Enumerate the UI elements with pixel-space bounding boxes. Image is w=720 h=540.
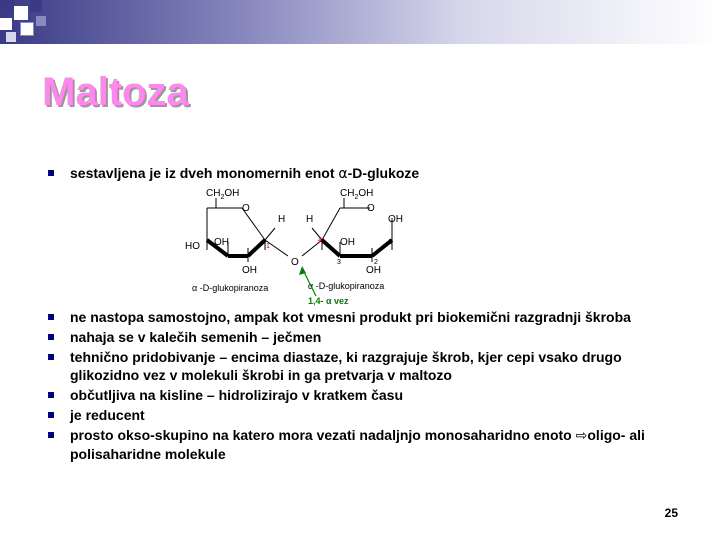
decor-square	[0, 0, 14, 14]
bullet-item	[46, 386, 676, 404]
decor-square	[36, 16, 46, 26]
oh-right-ring: OH	[340, 237, 355, 248]
position-number-1-right: 1	[388, 239, 392, 246]
ring-oxygen-left: O	[242, 203, 250, 214]
ring-oxygen-right: O	[367, 203, 375, 214]
decor-square	[20, 22, 34, 36]
ho-left: HO	[185, 241, 200, 252]
bullet-text: prosto okso-skupino na katero mora vezati nadaljnjo monosaharidno enoto	[70, 427, 576, 443]
bond-label: 1,4- α vez	[308, 296, 349, 306]
oh-left-bottom: OH	[242, 265, 257, 276]
bullet-text: občutljiva na kisline – hidrolizirajo v kratkem času	[70, 387, 404, 403]
header-gradient-band	[0, 0, 720, 44]
bullet-item	[46, 406, 676, 424]
slide-title: Maltoza	[42, 70, 189, 114]
label-left-glucopyranose: α -D-glukopiranoza	[192, 283, 269, 293]
bullet-text: nahaja se v kalečih semenih – ječmen	[70, 329, 322, 345]
position-number-1-left: 1	[266, 243, 270, 250]
bullet-item	[46, 308, 676, 326]
maltose-structure-diagram	[180, 180, 440, 306]
arrow-icon: ⇨	[575, 428, 588, 444]
position-number-2: 2	[374, 259, 378, 266]
bullet-text: tehnično pridobivanje – encima diastaze, ki razgrajuje škrob, kjer cepi vsako drugo glikozidno vez v molekuli škrobi in ga pretvarja v maltozo	[70, 349, 622, 383]
right-ring-front-bonds	[322, 240, 392, 256]
decor-square	[30, 0, 42, 12]
h-left: H	[278, 214, 286, 225]
bullet-text: sestavljena je iz dveh monomernih enot	[70, 165, 339, 181]
bullet-list-bottom	[46, 308, 676, 465]
bullet-text: je reducent	[70, 407, 145, 423]
label-right-glucopyranose: α -D-glukopiranoza	[308, 281, 385, 291]
bullet-item	[46, 426, 676, 463]
decor-square	[0, 18, 12, 30]
alpha-symbol: α	[338, 166, 348, 182]
decor-square	[14, 6, 28, 20]
page-number: 25	[664, 506, 678, 520]
oh-left-ring: OH	[214, 237, 229, 248]
h-right: H	[306, 214, 314, 225]
bullet-text-suffix: oligo- ali polisaharidne molekule	[70, 427, 645, 462]
oh-right-anomeric: OH	[388, 214, 403, 225]
ch2oh-right: $CH_2OH$	[340, 188, 374, 201]
decor-square	[6, 32, 16, 42]
bullet-text-suffix: -D-glukoze	[347, 165, 420, 181]
ch2oh-left: $CH_2OH$	[206, 188, 240, 201]
oh-right-bottom: OH	[366, 265, 381, 276]
bullet-item	[46, 348, 676, 384]
glycosidic-oxygen: O	[291, 257, 299, 268]
position-number-3: 3	[337, 259, 341, 266]
bullet-text: ne nastopa samostojno, ampak kot vmesni produkt pri biokemični razgradnji škroba	[70, 309, 631, 325]
bullet-item	[46, 328, 676, 346]
position-number-4: 4	[318, 237, 322, 244]
